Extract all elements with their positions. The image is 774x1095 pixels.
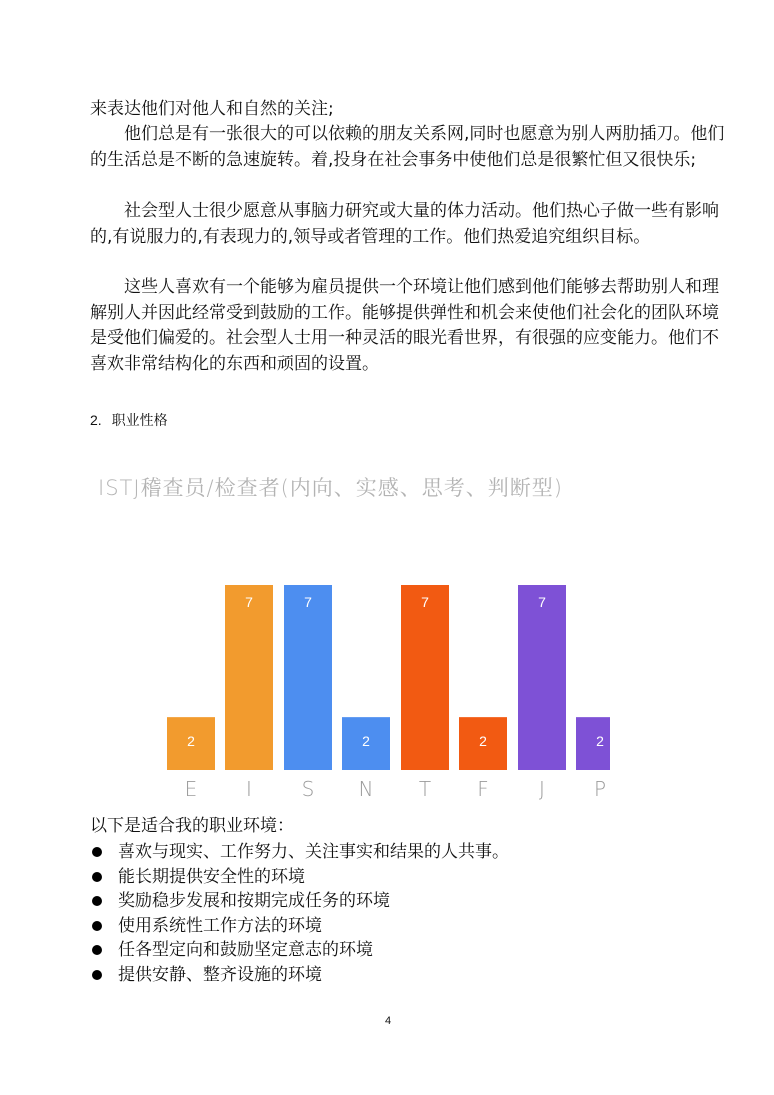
bullet-icon: [92, 970, 102, 980]
chart-bar-p: [576, 717, 610, 770]
bar-value-label: 7: [538, 594, 546, 610]
body-paragraph: 社会型人士很少愿意从事脑力研究或大量的体力活动。他们热心子做一些有影响的,有说服力的,有表现力的,领导或者管理的工作。他们热爱追究组织目标。: [90, 201, 719, 247]
x-tick-label: T: [418, 777, 432, 800]
list-item: [90, 840, 509, 865]
environment-intro: 以下是适合我的职业环境：: [90, 816, 294, 836]
x-tick-label: J: [539, 777, 545, 800]
bar-value-label: 7: [304, 594, 312, 610]
body-paragraph: 他们总是有一张很大的可以依赖的朋友关系网,同时也愿意为别人两肋插刀。他们的生活总是不断的急速旋转。着,投身在社会事务中使他们总是很繁忙但又很快乐;: [90, 124, 725, 170]
x-tick-label: F: [477, 777, 489, 800]
bar-value-label: 7: [245, 594, 253, 610]
x-tick-label: E: [184, 777, 198, 800]
bar-value-label: 2: [362, 733, 370, 749]
bullet-icon: [92, 847, 102, 857]
environment-list: [90, 840, 509, 988]
page-number: 4: [384, 1015, 392, 1027]
bar-value-label: 7: [421, 594, 429, 610]
section-heading: [90, 410, 168, 430]
chart-bar-t: [401, 585, 449, 770]
bullet-icon: [92, 896, 102, 906]
list-item-text: 喜欢与现实、工作努力、关注事实和结果的人共事。: [118, 842, 509, 862]
list-item: [90, 938, 509, 963]
bar-value-label: 2: [479, 733, 487, 749]
list-item: [90, 889, 509, 914]
list-item-text: 提供安静、整齐设施的环境: [118, 964, 322, 985]
body-paragraph: 来表达他们对他人和自然的关注;: [90, 99, 334, 119]
bullet-icon: [92, 872, 102, 882]
bullet-icon: [92, 945, 102, 955]
list-item: [90, 865, 509, 890]
x-tick-label: I: [246, 777, 252, 800]
x-tick-label: P: [593, 777, 607, 800]
list-item-text: 使用系统性工作方法的环境: [118, 915, 322, 936]
list-item: [90, 914, 509, 939]
list-item-text: 任各型定向和鼓励坚定意志的环境: [118, 940, 373, 961]
bar-value-label: 2: [187, 733, 195, 749]
chart-bar-i: [225, 585, 273, 770]
chart-bar-j: [518, 585, 566, 770]
section-number: 2.: [90, 412, 102, 428]
list-item-text: 能长期提供安全性的环境: [118, 866, 305, 887]
x-tick-label: S: [301, 777, 315, 800]
bullet-icon: [92, 921, 102, 931]
list-item-text: 奖励稳步发展和按期完成任务的环境: [118, 891, 390, 912]
x-tick-label: N: [358, 777, 374, 800]
body-paragraph: 这些人喜欢有一个能够为雇员提供一个环境让他们感到他们能够去帮助别人和理解别人并因此经常受到鼓励的工作。能够提供弹性和机会来使他们社会化的团队环境是受他们偏爱的。社会型人士用一种灵活的眼光看世界，有很强的应变能力。他们不喜欢非常结构化的东西和顽固的设置。: [90, 277, 719, 374]
chart-title: ISTJ稽查员/检查者(内向、实感、思考、判断型): [98, 476, 564, 500]
bar-value-label: 2: [596, 733, 604, 749]
section-title: 职业性格: [111, 412, 168, 428]
list-item: [90, 963, 509, 988]
chart-bar-s: [284, 585, 332, 770]
bar-chart: [150, 570, 610, 800]
